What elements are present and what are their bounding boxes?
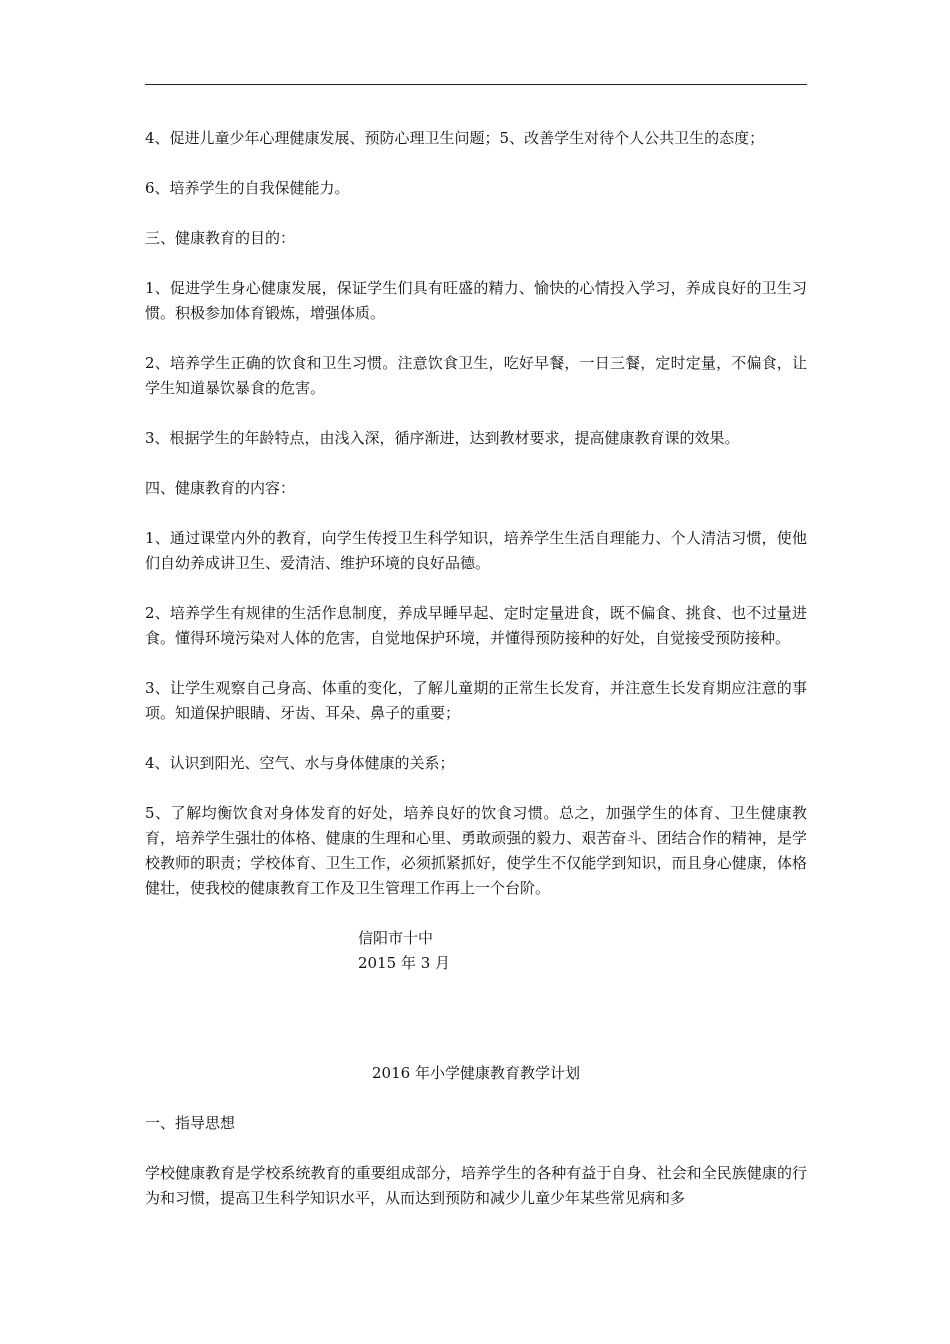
header-rule (145, 84, 807, 85)
signature-date: 2015 年 3 月 (358, 954, 451, 972)
signature-block (358, 926, 807, 976)
signature-org: 信阳市十中 (358, 929, 434, 947)
section-heading: 三、健康教育的目的： (145, 229, 296, 247)
plan-title: 2016 年小学健康教育教学计划 (372, 1064, 580, 1082)
paragraph: 学校健康教育是学校系统教育的重要组成部分，培养学生的各种有益于自身、社会和全民族健康的行为和习惯，提高卫生科学知识水平，从而达到预防和减少儿童少年某些常见病和多 (145, 1164, 807, 1207)
paragraph: 1、促进学生身心健康发展，保证学生们具有旺盛的精力、愉快的心情投入学习，养成良好的卫生习惯。积极参加体育锻炼，增强体质。 (145, 279, 807, 322)
paragraph: 4、认识到阳光、空气、水与身体健康的关系； (145, 754, 455, 772)
section-heading: 四、健康教育的内容： (145, 479, 296, 497)
paragraph: 3、让学生观察自己身高、体重的变化，了解儿童期的正常生长发育，并注意生长发育期应注意的事项。知道保护眼睛、牙齿、耳朵、鼻子的重要； (145, 679, 807, 722)
section-heading: 一、指导思想 (145, 1114, 236, 1132)
spacer (145, 976, 807, 1061)
paragraph: 6、培养学生的自我保健能力。 (145, 179, 350, 197)
paragraph: 3、根据学生的年龄特点，由浅入深，循序渐进，达到教材要求，提高健康教育课的效果。 (145, 429, 740, 447)
paragraph: 5、了解均衡饮食对身体发育的好处，培养良好的饮食习惯。总之，加强学生的体育、卫生健康教育，培养学生强壮的体格、健康的生理和心里、勇敢顽强的毅力、艰苦奋斗、团结合作的精神，是学校教师的职责；学校体育、卫生工作，必须抓紧抓好，使学生不仅能学到知识，而且身心健康，体格健壮，使我校的健康教育工作及卫生管理工作再上一个台阶。 (145, 804, 807, 897)
paragraph: 2、培养学生正确的饮食和卫生习惯。注意饮食卫生，吃好早餐，一日三餐，定时定量，不偏食，让学生知道暴饮暴食的危害。 (145, 354, 807, 397)
paragraph: 2、培养学生有规律的生活作息制度，养成早睡早起、定时定量进食，既不偏食、挑食、也不过量进食。懂得环境污染对人体的危害，自觉地保护环境，并懂得预防接种的好处，自觉接受预防接种。 (145, 604, 807, 647)
paragraph: 1、通过课堂内外的教育，向学生传授卫生科学知识，培养学生生活自理能力、个人清洁习惯，使他们自幼养成讲卫生、爱清洁、维护环境的良好品德。 (145, 529, 807, 572)
paragraph: 4、促进儿童少年心理健康发展、预防心理卫生问题；5、改善学生对待个人公共卫生的态度； (145, 129, 765, 147)
document-body (145, 126, 807, 1236)
